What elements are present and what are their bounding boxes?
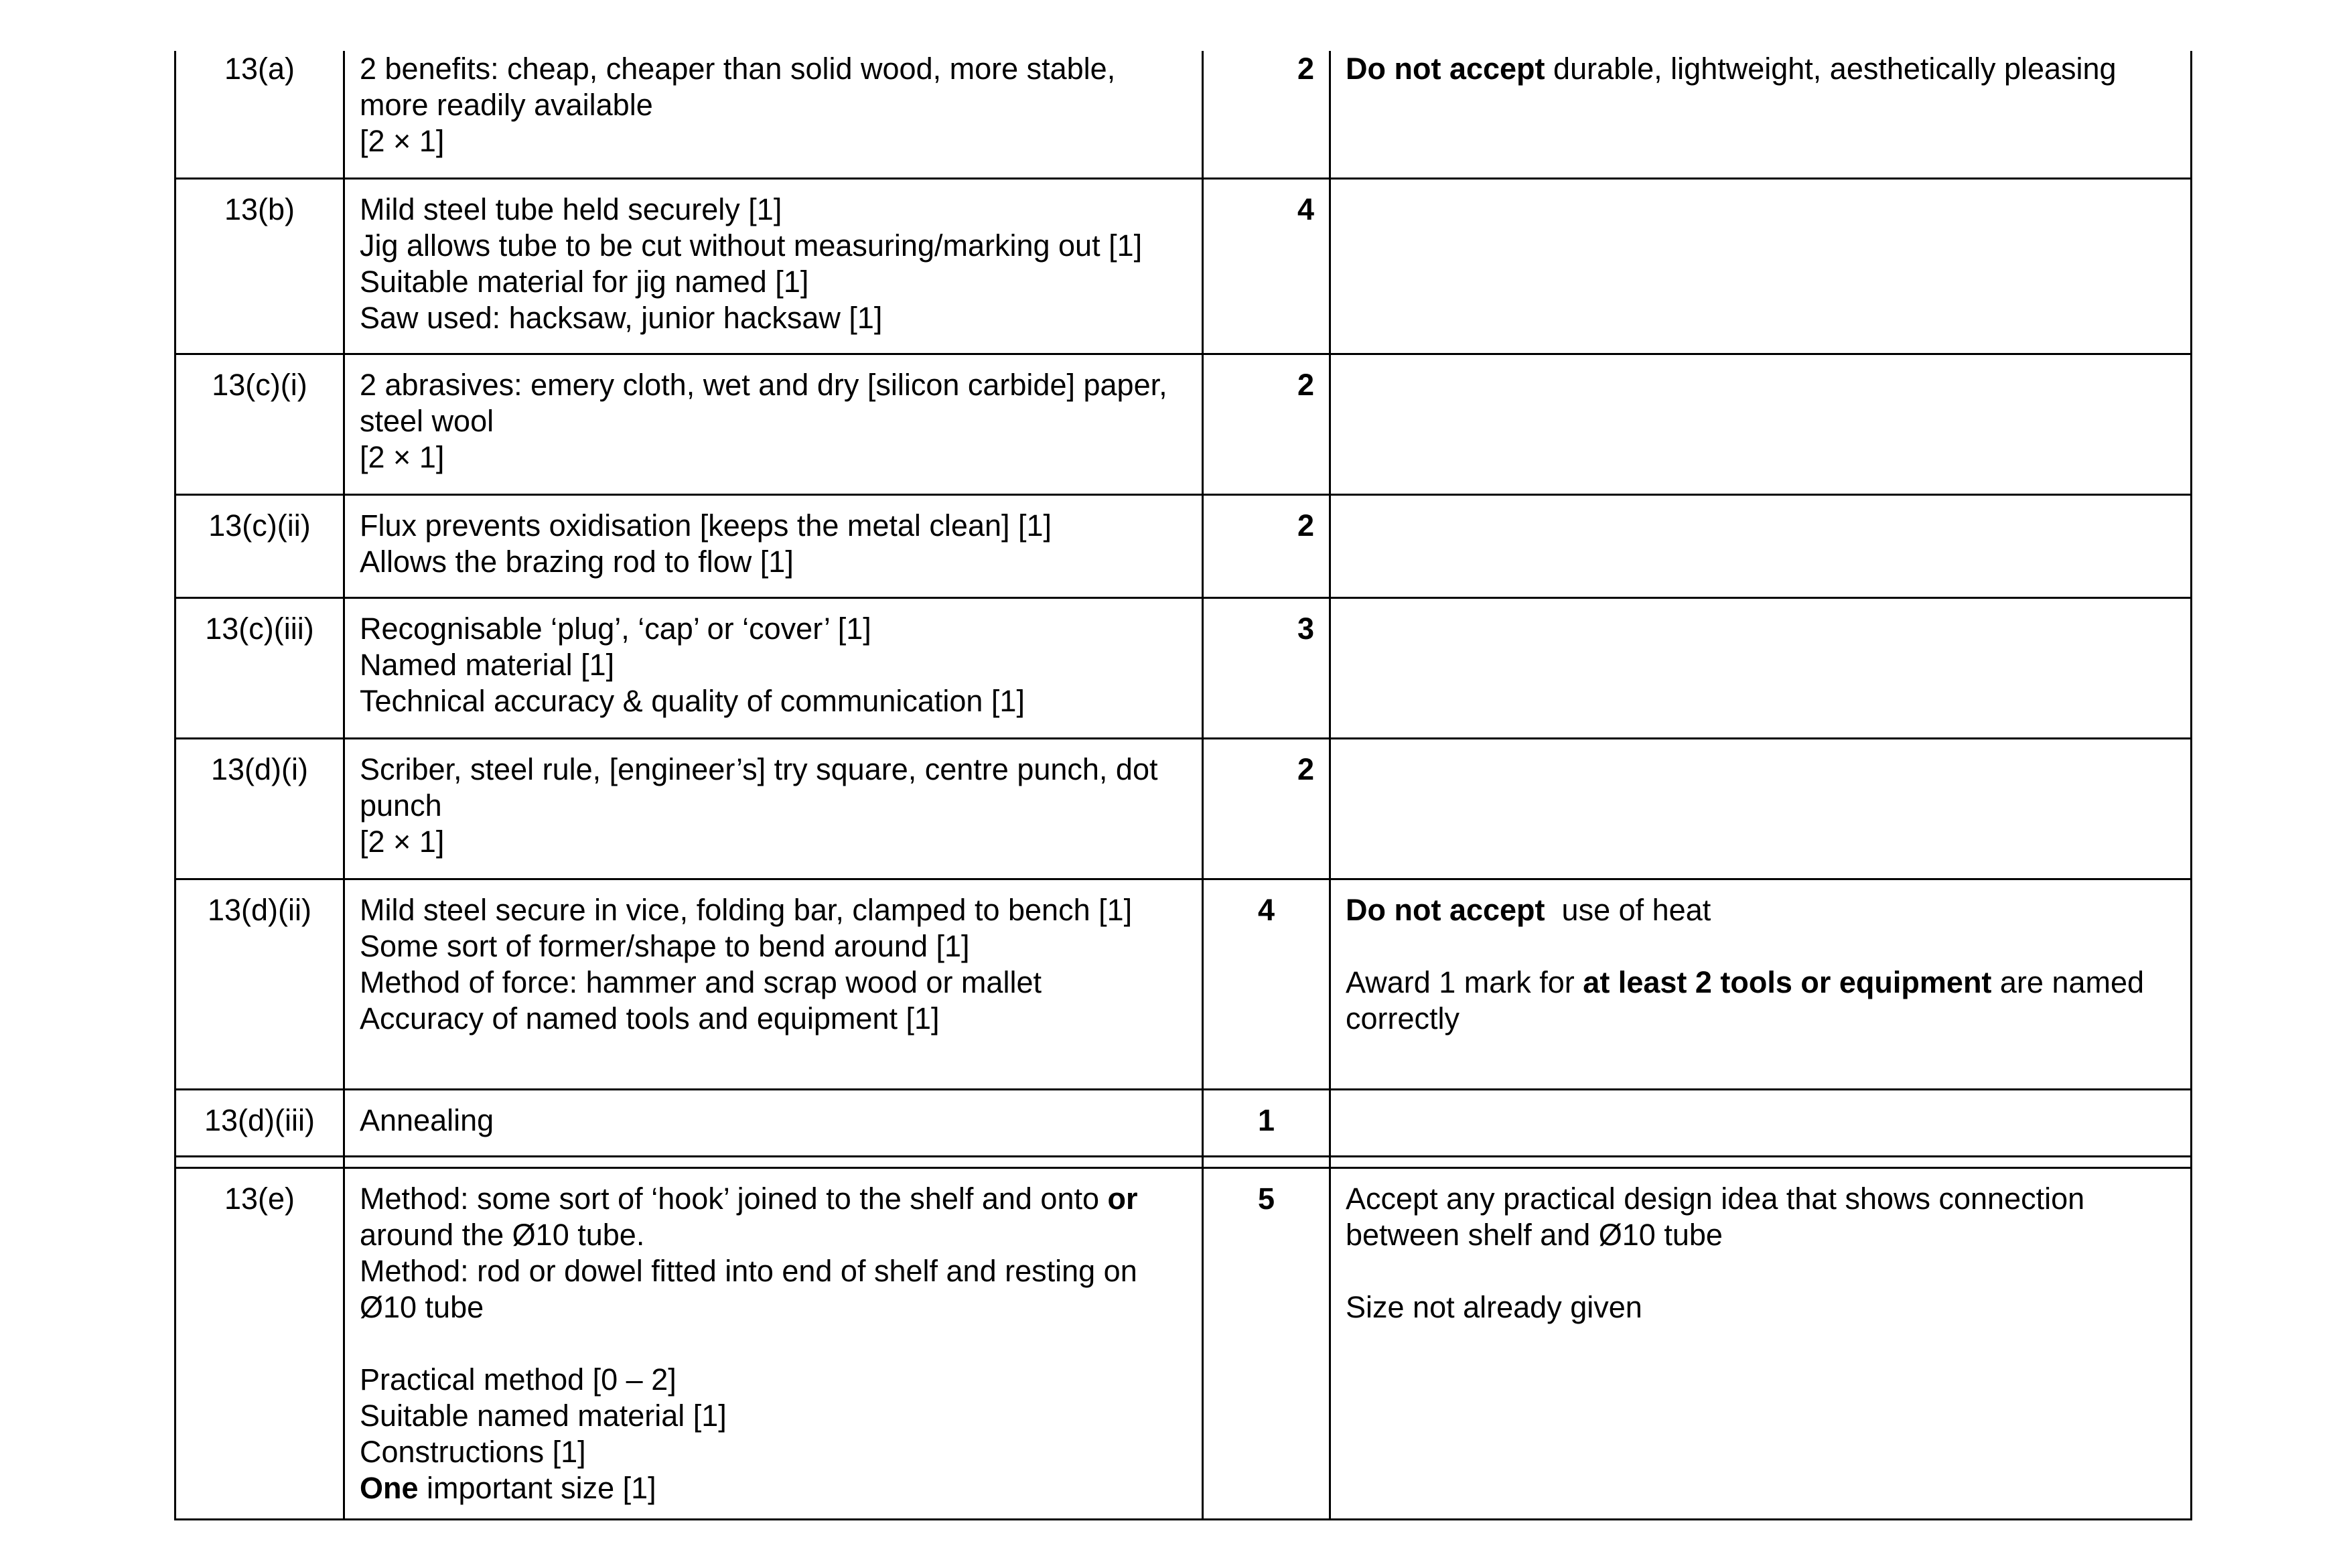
answer-cell xyxy=(344,597,1203,738)
answer-line: 2 abrasives: emery cloth, wet and dry [silicon carbide] paper, xyxy=(360,367,1167,402)
question-number: 13(b) xyxy=(175,178,344,354)
guidance-cell xyxy=(1330,1089,2192,1156)
answer-line: Method of force: hammer and scrap wood or mallet xyxy=(360,965,1042,999)
answer-text: important size [1] xyxy=(418,1470,656,1505)
question-number: 13(c)(i) xyxy=(175,354,344,494)
question-number: 13(d)(ii) xyxy=(175,879,344,1089)
guidance-cell xyxy=(1330,1167,2192,1519)
guidance-line: between shelf and Ø10 tube xyxy=(1346,1217,1723,1252)
guidance-bold: at least 2 tools or equipment xyxy=(1583,965,1992,999)
guidance-text: Award 1 mark for xyxy=(1346,965,1583,999)
marks: 2 xyxy=(1203,494,1330,597)
table-row xyxy=(175,494,2192,597)
mark-scheme-table xyxy=(174,51,2192,1520)
answer-line: Mild steel secure in vice, folding bar, clamped to bench [1] xyxy=(360,892,1133,927)
guidance-text: use of heat xyxy=(1545,892,1711,927)
answer-bold: or xyxy=(1107,1181,1138,1216)
answer-line: Accuracy of named tools and equipment [1] xyxy=(360,1001,940,1036)
guidance-line: Accept any practical design idea that shows connection xyxy=(1346,1181,2085,1216)
answer-line: Method: rod or dowel fitted into end of shelf and resting on xyxy=(360,1253,1137,1288)
question-number: 13(c)(ii) xyxy=(175,494,344,597)
table-row xyxy=(175,879,2192,1089)
answer-line: Constructions [1] xyxy=(360,1434,586,1469)
question-number: 13(e) xyxy=(175,1167,344,1519)
answer-line: Named material [1] xyxy=(360,647,615,682)
marks: 3 xyxy=(1203,597,1330,738)
guidance-text: correctly xyxy=(1346,1001,1460,1036)
table-row xyxy=(175,597,2192,738)
answer-cell xyxy=(344,738,1203,879)
marks: 2 xyxy=(1203,738,1330,879)
guidance-text: durable, lightweight, aesthetically pleasing xyxy=(1545,52,2117,86)
answer-line: Annealing xyxy=(360,1102,494,1137)
answer-line: more readily available xyxy=(360,88,653,122)
guidance-cell xyxy=(1330,494,2192,597)
guidance-bold: Do not accept xyxy=(1346,52,1545,86)
question-number: 13(d)(i) xyxy=(175,738,344,879)
marks: 2 xyxy=(1203,354,1330,494)
guidance-cell xyxy=(1330,51,2192,178)
guidance-cell xyxy=(1330,738,2192,879)
answer-line: punch xyxy=(360,788,442,823)
answer-line: [2 × 1] xyxy=(360,824,445,859)
answer-line: Some sort of former/shape to bend around [1] xyxy=(360,928,970,963)
guidance-cell xyxy=(1330,178,2192,354)
table-row xyxy=(175,51,2192,178)
table-row xyxy=(175,1167,2192,1519)
table-row xyxy=(175,178,2192,354)
answer-line: Saw used: hacksaw, junior hacksaw [1] xyxy=(360,300,883,335)
guidance-bold: Do not accept xyxy=(1346,892,1545,927)
answer-cell xyxy=(344,1089,1203,1156)
answer-line: Scriber, steel rule, [engineer’s] try square, centre punch, dot xyxy=(360,752,1158,786)
guidance-cell xyxy=(1330,597,2192,738)
answer-line: 2 benefits: cheap, cheaper than solid wood, more stable, xyxy=(360,52,1116,86)
answer-cell xyxy=(344,1167,1203,1519)
answer-line: Jig allows tube to be cut without measuring/marking out [1] xyxy=(360,228,1143,263)
marks: 5 xyxy=(1203,1167,1330,1519)
guidance-line: Size not already given xyxy=(1346,1289,1642,1324)
answer-cell xyxy=(344,879,1203,1089)
table-row xyxy=(175,738,2192,879)
answer-line: Mild steel tube held securely [1] xyxy=(360,192,782,226)
answer-line: [2 × 1] xyxy=(360,124,445,158)
answer-line: Ø10 tube xyxy=(360,1289,484,1324)
marks: 4 xyxy=(1203,879,1330,1089)
answer-line: Suitable material for jig named [1] xyxy=(360,264,809,299)
question-number: 13(c)(iii) xyxy=(175,597,344,738)
marks: 4 xyxy=(1203,178,1330,354)
answer-cell xyxy=(344,178,1203,354)
answer-cell xyxy=(344,494,1203,597)
answer-bold: One xyxy=(360,1470,419,1505)
answer-line: Flux prevents oxidisation [keeps the metal clean] [1] xyxy=(360,508,1052,543)
answer-line: steel wool xyxy=(360,403,494,438)
marks: 2 xyxy=(1203,51,1330,178)
question-number: 13(a) xyxy=(175,51,344,178)
answer-cell xyxy=(344,354,1203,494)
guidance-cell xyxy=(1330,354,2192,494)
table-row xyxy=(175,1089,2192,1156)
answer-cell xyxy=(344,51,1203,178)
divider-row xyxy=(175,1156,2192,1167)
answer-line: Practical method [0 – 2] xyxy=(360,1362,677,1397)
question-number: 13(d)(iii) xyxy=(175,1089,344,1156)
guidance-text: are named xyxy=(1991,965,2145,999)
marks: 1 xyxy=(1203,1089,1330,1156)
answer-line: Allows the brazing rod to flow [1] xyxy=(360,544,794,579)
answer-line: Recognisable ‘plug’, ‘cap’ or ‘cover’ [1] xyxy=(360,611,871,646)
table-row xyxy=(175,354,2192,494)
answer-line: Suitable named material [1] xyxy=(360,1398,727,1433)
answer-line: around the Ø10 tube. xyxy=(360,1217,645,1252)
answer-text: Method: some sort of ‘hook’ joined to the shelf and onto xyxy=(360,1181,1108,1216)
answer-line: [2 × 1] xyxy=(360,439,445,474)
answer-line: Technical accuracy & quality of communication [1] xyxy=(360,683,1025,718)
guidance-cell xyxy=(1330,879,2192,1089)
